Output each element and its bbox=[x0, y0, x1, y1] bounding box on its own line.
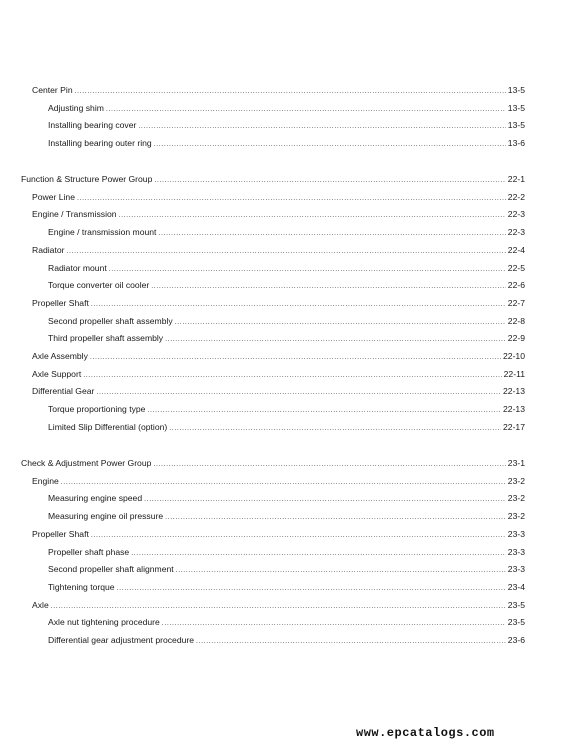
toc-entry-page: 13-5 bbox=[507, 102, 525, 113]
dot-leader bbox=[90, 351, 501, 361]
toc-entry-title: Differential Gear bbox=[32, 386, 95, 397]
toc-entry-title: Axle Assembly bbox=[32, 351, 88, 361]
dot-leader bbox=[77, 192, 506, 202]
dot-leader bbox=[119, 209, 506, 219]
dot-leader bbox=[144, 493, 506, 503]
dot-leader bbox=[154, 174, 505, 184]
toc-entry-page: 22-5 bbox=[507, 262, 525, 273]
toc-entry-page: 22-6 bbox=[507, 280, 525, 291]
toc-entry[interactable] bbox=[48, 259, 525, 273]
dot-leader bbox=[176, 564, 506, 574]
toc-entry-page: 22-1 bbox=[507, 174, 525, 184]
toc-entry-page: 22-10 bbox=[503, 351, 525, 361]
toc-entry-page: 13-6 bbox=[507, 138, 525, 149]
toc-entry-title: Engine / transmission mount bbox=[48, 227, 157, 238]
toc-entry-page: 22-4 bbox=[507, 244, 525, 255]
toc-entry-title: Check & Adjustment Power Group bbox=[21, 458, 152, 468]
toc-entry-page: 13-5 bbox=[507, 120, 525, 131]
toc-entry-title: Axle Support bbox=[32, 368, 82, 379]
toc-entry-page: 22-11 bbox=[503, 368, 525, 379]
toc-entry-title: Engine bbox=[32, 475, 59, 486]
dot-leader bbox=[169, 422, 501, 432]
dot-leader bbox=[91, 529, 506, 539]
toc-entry-title: Measuring engine speed bbox=[48, 493, 143, 504]
toc-entry-title: Center Pin bbox=[32, 85, 73, 95]
toc-entry-title: Second propeller shaft assembly bbox=[48, 315, 173, 326]
toc-entry[interactable] bbox=[32, 205, 525, 219]
toc-entry-title: Axle bbox=[32, 599, 49, 610]
dot-leader bbox=[158, 227, 505, 237]
toc-entry-page: 23-4 bbox=[507, 581, 525, 592]
toc-entry-page: 22-8 bbox=[507, 315, 525, 326]
dot-leader bbox=[117, 582, 506, 592]
toc-entry-page: 22-2 bbox=[507, 191, 525, 202]
toc-entry-title: Adjusting shim bbox=[48, 102, 104, 113]
toc-entry-page: 23-2 bbox=[507, 511, 525, 522]
toc-entry-title: Function & Structure Power Group bbox=[21, 174, 153, 184]
toc-entry-page: 22-13 bbox=[503, 386, 525, 397]
toc-entry-title: Limited Slip Differential (option) bbox=[48, 421, 168, 432]
toc-entry[interactable] bbox=[48, 489, 525, 503]
toc-entry-page: 23-2 bbox=[507, 493, 525, 504]
toc-entry[interactable] bbox=[48, 507, 525, 521]
dot-leader bbox=[61, 476, 506, 486]
dot-leader bbox=[75, 85, 506, 95]
footer-url[interactable]: www.epcatalogs.com bbox=[356, 726, 495, 740]
toc-entry-title: Second propeller shaft alignment bbox=[48, 564, 174, 575]
toc-entry-title: Tightening torque bbox=[48, 581, 115, 592]
toc-entry-title: Torque converter oil cooler bbox=[48, 280, 150, 291]
toc-entry[interactable] bbox=[32, 188, 525, 202]
toc-entry[interactable] bbox=[32, 294, 525, 308]
toc-entry-page: 22-7 bbox=[507, 297, 525, 308]
toc-entry-title: Propeller shaft phase bbox=[48, 546, 130, 557]
dot-leader bbox=[175, 316, 506, 326]
toc-entry[interactable] bbox=[48, 560, 525, 574]
toc-entry-title: Installing bearing cover bbox=[48, 120, 137, 131]
toc-entry-title: Engine / Transmission bbox=[32, 209, 117, 220]
toc-entry-page: 22-13 bbox=[503, 404, 525, 415]
dot-leader bbox=[153, 458, 505, 468]
toc-entry-page: 22-3 bbox=[507, 227, 525, 238]
toc-entry[interactable] bbox=[32, 81, 525, 95]
dot-leader bbox=[83, 369, 501, 379]
toc-entry-title: Installing bearing outer ring bbox=[48, 138, 152, 149]
toc-entry[interactable] bbox=[48, 312, 525, 326]
toc-entry[interactable] bbox=[48, 134, 525, 148]
toc-entry-page: 22-3 bbox=[507, 209, 525, 220]
toc-entry-title: Power Line bbox=[32, 191, 75, 202]
toc-entry-page: 23-5 bbox=[507, 599, 525, 610]
toc-entry-title: Measuring engine oil pressure bbox=[48, 511, 164, 522]
dot-leader bbox=[66, 245, 505, 255]
dot-leader bbox=[96, 386, 501, 396]
toc-entry-page: 22-9 bbox=[507, 333, 525, 344]
toc-entry-page: 23-2 bbox=[507, 475, 525, 486]
toc-entry-page: 23-3 bbox=[507, 564, 525, 575]
toc-entry[interactable] bbox=[32, 365, 525, 379]
dot-leader bbox=[106, 103, 506, 113]
toc-entry-title: Propeller Shaft bbox=[32, 297, 89, 308]
toc-entry[interactable] bbox=[32, 347, 525, 361]
toc-entry-title: Propeller Shaft bbox=[32, 528, 89, 539]
dot-leader bbox=[196, 635, 506, 645]
dot-leader bbox=[162, 617, 506, 627]
dot-leader bbox=[151, 280, 506, 290]
dot-leader bbox=[165, 511, 506, 521]
dot-leader bbox=[154, 138, 506, 148]
toc-entry[interactable] bbox=[48, 116, 525, 130]
toc-entry[interactable] bbox=[48, 418, 525, 432]
toc-entry-page: 23-6 bbox=[507, 635, 525, 645]
dot-leader bbox=[138, 120, 505, 130]
toc-entry[interactable] bbox=[48, 631, 525, 645]
dot-leader bbox=[165, 333, 506, 343]
toc-entry[interactable] bbox=[48, 329, 525, 343]
toc-entry-title: Differential gear adjustment procedure bbox=[48, 635, 195, 645]
toc-entry-page: 23-3 bbox=[507, 528, 525, 539]
toc-entry[interactable] bbox=[32, 382, 525, 396]
toc-entry[interactable] bbox=[48, 276, 525, 290]
dot-leader bbox=[91, 298, 506, 308]
toc-entry-page: 23-3 bbox=[507, 546, 525, 557]
toc-entry[interactable] bbox=[48, 400, 525, 414]
toc-entry-title: Axle nut tightening procedure bbox=[48, 617, 160, 628]
toc-entry-page: 13-5 bbox=[507, 85, 525, 95]
toc-entry-title: Radiator bbox=[32, 244, 65, 255]
toc-entry[interactable] bbox=[48, 543, 525, 557]
toc-entry[interactable] bbox=[48, 613, 525, 627]
toc-entry[interactable] bbox=[48, 578, 525, 592]
toc-entry[interactable] bbox=[32, 241, 525, 255]
toc-entry-title: Torque proportioning type bbox=[48, 404, 146, 415]
dot-leader bbox=[131, 547, 506, 557]
toc-entry[interactable] bbox=[48, 223, 525, 237]
toc-entry[interactable] bbox=[21, 170, 525, 184]
toc-entry-page: 23-1 bbox=[507, 458, 525, 468]
toc-entry-page: 23-5 bbox=[507, 617, 525, 628]
toc-entry[interactable] bbox=[48, 99, 525, 113]
toc-entry[interactable] bbox=[32, 472, 525, 486]
dot-leader bbox=[147, 404, 501, 414]
toc-entry-title: Radiator mount bbox=[48, 262, 107, 273]
toc-entry[interactable] bbox=[32, 596, 525, 610]
toc-entry[interactable] bbox=[21, 454, 525, 468]
dot-leader bbox=[51, 600, 506, 610]
toc-entry-page: 22-17 bbox=[503, 421, 525, 432]
toc-entry[interactable] bbox=[32, 525, 525, 539]
dot-leader bbox=[109, 263, 506, 273]
toc-entry-title: Third propeller shaft assembly bbox=[48, 333, 164, 344]
